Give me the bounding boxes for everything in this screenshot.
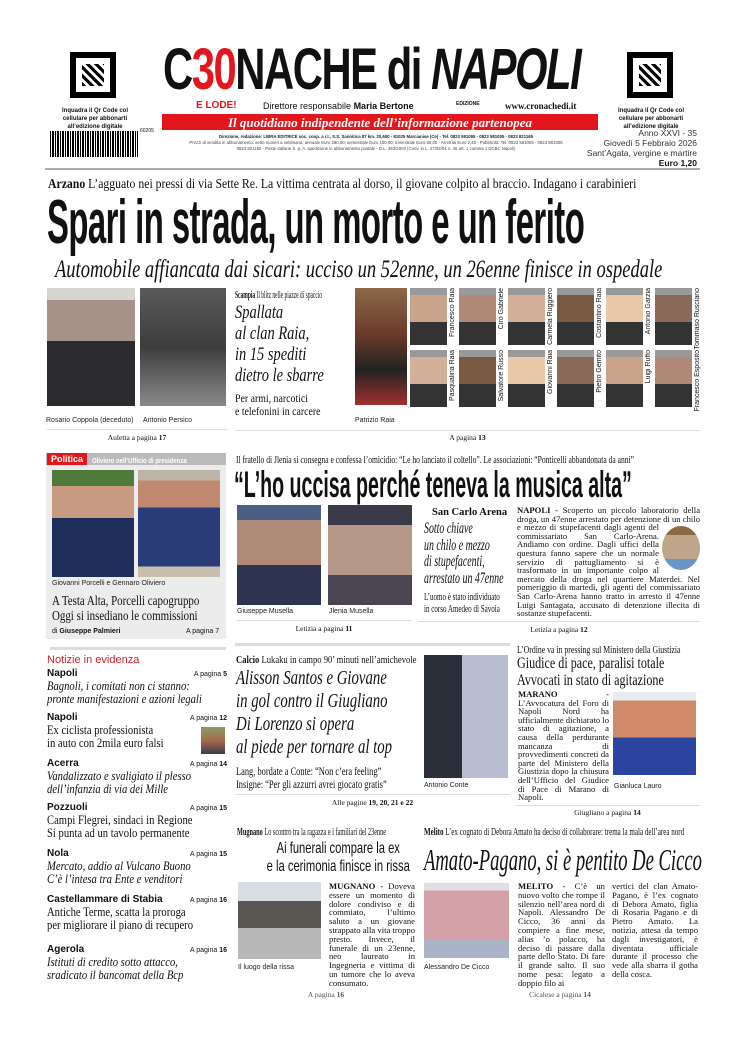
melito-headline[interactable]: Amato-Pagano, si è pentito De Cicco: [424, 842, 702, 877]
notizie-city: Nola: [47, 848, 69, 859]
mugshot[interactable]: [655, 350, 692, 407]
mugshot-name: Ciro Gabriele: [498, 288, 505, 330]
notizie-item[interactable]: [47, 712, 227, 750]
divider: [47, 429, 227, 430]
notizie-city: Pozzuoli: [47, 802, 88, 813]
notizie-city: Napoli: [47, 712, 78, 723]
mugshot-name: Salvatore Russo: [498, 350, 505, 402]
lead-caption-2: Antonio Persico: [143, 417, 193, 424]
mugshot[interactable]: [459, 350, 496, 407]
calcio-caption: Antonio Conte: [424, 782, 469, 789]
politica-byline: di Giuseppe Palmieri: [52, 628, 121, 635]
barcode-number: 60205: [140, 128, 154, 134]
notizie-page-ref[interactable]: A pagina 14: [190, 761, 227, 768]
lead-photo-2[interactable]: [140, 288, 226, 406]
melito-photo[interactable]: [424, 883, 509, 958]
mugshot-name: Giovanni Raia: [547, 350, 554, 394]
notizie-page-ref[interactable]: A pagina 16: [190, 897, 227, 904]
mugnano-page-ref[interactable]: A pagina 16: [307, 990, 345, 999]
calcio-kicker: Calcio Lukaku in campo 90’ minuti nell’amichevole: [236, 654, 417, 666]
giudice-kicker: L’Ordine va in pressing sul Ministero della Giustizia: [517, 645, 681, 656]
melito-page-ref[interactable]: Cicalese a pagina 14: [529, 990, 591, 999]
divider: [235, 643, 510, 646]
mugshot-name: Costantino Raia: [596, 288, 603, 338]
mugshot[interactable]: [508, 288, 545, 345]
mugnano-headline[interactable]: Ai funerali compare la ex e la cerimonia finisce in rissa: [266, 840, 410, 875]
mugshot[interactable]: [606, 350, 643, 407]
mugnano-photo[interactable]: [238, 882, 321, 959]
divider: [235, 430, 700, 431]
scampia-subhead: Per armi, narcotici e telefonini in carcere: [235, 391, 321, 418]
notizie-item[interactable]: [47, 668, 227, 706]
scampia-headline[interactable]: Spallata al clan Raia, in 15 spediti dietro le sbarre: [235, 302, 324, 386]
sancarlo-body: NAPOLI - Scoperto un piccolo laboratorio della droga, un 47enne arrestato per detenzione di un chilo e mezzo di stupefacenti dagli agenti del commissariato San Carlo-Arena. Andiamo con ordine. Dagli uffici della questura fanno sapere che un normale servizio di pattugliamento si è trasformato in un importante colpo al mercato della droga nel quartiere Materdei. Nel pomeriggio di martedì, gli agenti del commissariato San Carlo-Arena hanno tratto in arresto il 47enne Luigi Santagata, accusato di detenzione illecita di sostanze stupefacenti.: [517, 505, 701, 619]
mugshot-name: Luigi Ruffo: [645, 350, 652, 384]
notizie-page-ref[interactable]: A pagina 5: [193, 671, 227, 678]
notizie-city: Castellammare di Stabia: [47, 894, 163, 905]
notizie-page-ref[interactable]: A pagina 15: [190, 805, 227, 812]
lead-page-ref[interactable]: Auletta a pagina 17: [107, 433, 167, 442]
calcio-photo[interactable]: [424, 655, 508, 778]
mugshot[interactable]: [410, 350, 447, 407]
barcode: [50, 131, 138, 157]
jlenia-headline[interactable]: “L’ho uccisa perché teneva la musica alta”: [234, 464, 632, 505]
notizie-city: Acerra: [47, 758, 79, 769]
giudice-photo[interactable]: [613, 692, 696, 775]
website-link[interactable]: www.cronachedi.it: [505, 101, 577, 111]
divider: [50, 647, 226, 650]
politica-kicker: Oliviero nell’Ufficio di presidenza: [92, 456, 187, 465]
sancarlo-subhead: L’uomo è stato individuato in corso Amedeo di Savoia: [424, 591, 500, 615]
mugshot-name: Pasqualina Raia: [449, 350, 456, 401]
imprint: Direzione, redazione: LIBRA EDITRICE soc. coop. a r.l., S.S. Sannitica 87 km. 20,600 - 81025 Marcianise (Ce) - Tel. 0823 581055 - 0823 581005 - 0823 821165 Prezzi di vendita in abbonamento: sette numeri a settimana: annuale Euro 280,00; semestrale Euro 150,00; trimestrale Euro 80,00 - Arretrati Euro 2,40 - Pubblicità: Tel. 0823 581055 - 0823 581005 0823 821165 - Poste Italiane S. p. A. spedizione in abbonamento postale - D.L. 353/2003 (Conv. in L. 27/02/04 n. 46 art. 1 comma 1 DCBC Napoli): [189, 134, 563, 151]
mugshot[interactable]: [557, 350, 594, 407]
mugshot[interactable]: [606, 288, 643, 345]
sancarlo-headline[interactable]: Sotto chiave un chilo e mezzo di stupefacenti, arrestato un 47enne: [424, 520, 504, 587]
melito-caption: Alessandro De Cicco: [424, 964, 490, 971]
lead-kicker: Arzano L’agguato nei pressi di via Sette Re. La vittima centrata al dorso, il giovane colpito al braccio. Indagano i carabinieri: [48, 177, 637, 192]
mugshot-main-name: Patrizio Raia: [355, 417, 395, 424]
notizie-city: Agerola: [47, 944, 85, 955]
notizie-item[interactable]: [47, 944, 227, 982]
giudice-headline[interactable]: Giudice di pace, paralisi totale Avvocati in stato di agitazione: [517, 655, 665, 689]
lead-caption-1: Rosario Coppola (deceduto): [46, 417, 134, 424]
politica-page-ref[interactable]: A pagina 7: [186, 628, 220, 635]
notizie-headline: Vandalizzato e svaligiato il plesso dell’infanzia di via dei Mille: [47, 769, 192, 796]
mugshot-main[interactable]: [355, 288, 407, 405]
mugnano-kicker: Mugnano Lo scontro tra la ragazza e i familiari del 23enne: [237, 826, 387, 838]
politica-tag[interactable]: Politica: [47, 453, 87, 465]
issue-info: Anno XXVI - 35 Giovedì 5 Febbraio 2026 Sant’Agata, vergine e martire Euro 1,20: [586, 128, 697, 168]
politica-photo-2[interactable]: [138, 470, 220, 577]
jlenia-caption-2: Jlenia Musella: [329, 608, 374, 615]
divider: [235, 794, 510, 795]
notizie-page-ref[interactable]: A pagina 12: [190, 715, 227, 722]
qr-caption-right: Inquadra il Qr Code col cellulare per abbonarti all’edizione digitale: [617, 108, 684, 130]
divider: [515, 805, 700, 806]
sancarlo-photo[interactable]: [662, 526, 700, 570]
calcio-headline[interactable]: Alisson Santos e Giovane in gol contro il Giugliano Di Lorenzo si opera al piede per tornare al top: [236, 667, 393, 758]
jlenia-photo-1[interactable]: [237, 505, 321, 605]
politica-headline[interactable]: A Testa Alta, Porcelli capogruppo Oggi si insediano le commissioni: [52, 594, 200, 624]
notizie-headline: Bagnoli, i comitati non ci stanno: pronte manifestazioni e azioni legali: [47, 679, 202, 706]
notizie-headline: Antiche Terme, scatta la proroga per migliorare il piano di recupero: [47, 905, 194, 932]
melito-kicker: Melito L’ex cognato di Debora Amato ha deciso di collaborare: trema la mala dell’area nord: [424, 826, 685, 838]
jlenia-photo-2[interactable]: [328, 505, 412, 605]
jlenia-kicker: Il fratello di Jlenia si consegna e confessa l’omicidio: “Le ho lanciato il coltello”. Le associazioni: “Ponticelli abbandonata da anni”: [236, 455, 635, 466]
mugshot-name: Francesco Esposito: [694, 350, 701, 412]
notizie-city: Napoli: [47, 668, 78, 679]
giudice-page-ref[interactable]: Giugliano a pagina 14: [574, 808, 641, 817]
notizie-headline: Campi Flegrei, sindaci in Regione Si punta ad un tavolo permanente: [47, 813, 193, 840]
lode-label: E LODE!: [196, 100, 237, 111]
mugnano-caption: Il luogo della rissa: [238, 964, 295, 971]
giudice-caption: Gianluca Lauro: [614, 783, 662, 790]
notizie-thumb[interactable]: [201, 727, 225, 754]
scampia-kicker: Scampia Il blitz nelle piazze di spaccio: [235, 290, 323, 301]
director: Direttore responsabile Maria Bertone: [263, 101, 414, 111]
giudice-body: MARANO - L’Avvocatura del Foro di Napoli Nord ha ufficialmente dichiarato lo stato di agitazione, a causa della perdurante mancanza di provvedimenti concreti da parte del Ministero della Giustizia dopo la chiusura dell’Ufficio del Giudice di Pace di Marano di Napoli.: [518, 689, 609, 803]
mugshot-name: Pietro Gemito: [596, 350, 603, 393]
scampia-page-ref[interactable]: A pagina 13: [449, 433, 486, 442]
notizie-title: Notizie in evidenza: [47, 654, 140, 666]
qr-code-right[interactable]: [627, 52, 673, 98]
mugshot[interactable]: [508, 350, 545, 407]
notizie-page-ref[interactable]: A pagina 15: [190, 851, 227, 858]
jlenia-caption-1: Giuseppe Musella: [237, 608, 294, 615]
mugshot[interactable]: [655, 288, 692, 345]
notizie-item[interactable]: [47, 802, 227, 840]
edizione-label: EDIZIONE: [456, 101, 480, 107]
notizie-headline: Istituti di credito sotto attacco, sradicato il bancomat della Bcp: [47, 955, 184, 982]
notizie-item[interactable]: [47, 758, 227, 796]
header-rule: [45, 168, 700, 170]
calcio-subhead: Lang, bordate a Conte: “Non c’era feeling” Insigne: “Per gli azzurri avrei giocato gratis”: [236, 764, 387, 791]
tagline-band: [162, 114, 598, 130]
mugshot-name: Francesco Raia: [449, 288, 456, 338]
qr-caption-left: Inquadra il Qr Code col cellulare per abbonarti all’edizione digitale: [61, 108, 128, 130]
divider: [418, 621, 700, 622]
notizie-headline: Mercato, addio al Vulcano Buono C’è l’intesa tra Ente e venditori: [47, 859, 191, 886]
mugshot[interactable]: [557, 288, 594, 345]
calcio-page-ref[interactable]: Alle pagine 19, 20, 21 e 22: [331, 798, 414, 807]
tagline: Il quotidiano indipendente dell’informazione partenopea: [227, 115, 533, 130]
melito-body-col2: vertici del clan Amato-Pagano, è l’ex cognato di Debora Amato, figlia di Rosaria Pagano e di Pietro Amato. La notizia, attesa da tempo dagli investigatori, è diventata ufficiale durante il processo che vede alla sbarra il gotha della cosca.: [612, 881, 698, 979]
notizie-page-ref[interactable]: A pagina 16: [190, 947, 227, 954]
notizie-item[interactable]: [47, 894, 227, 932]
notizie-headline: Ex ciclista professionista in auto con 2mila euro falsi: [47, 723, 164, 750]
lead-subhead: Automobile affiancata dai sicari: ucciso un 52enne, un 26enne finisce in ospedale: [55, 256, 663, 283]
divider: [236, 620, 412, 621]
politica-photo-1[interactable]: [52, 470, 134, 577]
lead-headline[interactable]: Spari in strada, un morto e un ferito: [47, 188, 585, 257]
sancarlo-page-ref[interactable]: Letizia a pagina 12: [530, 625, 588, 634]
mugshot-name: Antonio Garzia: [645, 288, 652, 335]
mugshot-name: Tommaso Rusciano: [694, 288, 701, 350]
mugshot[interactable]: [459, 288, 496, 345]
mugshot-name: Carmela Ruggiero: [547, 288, 554, 345]
melito-body-col1: MELITO - C’è un nuovo volto che rompe il silenzio nell’area nord di Napoli. Alessandro De Cicco, 36 anni da compiere a fine mese, alias ’o polacco, ha deciso di passare dalla parte dello Stato. Di fare il grande salto. Il suo nome pesa: legato a doppio filo ai: [518, 881, 605, 988]
masthead-logo: C30NACHE di NAPOLI: [163, 37, 581, 102]
sancarlo-kicker: San Carlo Arena: [432, 507, 508, 518]
lead-photo-1[interactable]: [47, 288, 135, 406]
mugnano-body: MUGNANO - Doveva essere un momento di dolore condiviso e di commiato, l’ultimo saluto a un giovane strappato alla vita troppo presto. Invece, il funerale di un 23enne, neo laureato in Ingegneria e vittima di un tumore che lo aveva consumato.: [329, 881, 415, 988]
jlenia-page-ref[interactable]: Letizia a pagina 11: [295, 624, 353, 633]
qr-code-left[interactable]: [70, 52, 116, 98]
politica-caption: Giovanni Porcelli e Gennaro Oliviero: [52, 580, 166, 587]
notizie-item[interactable]: [47, 848, 227, 886]
mugshot[interactable]: [410, 288, 447, 345]
